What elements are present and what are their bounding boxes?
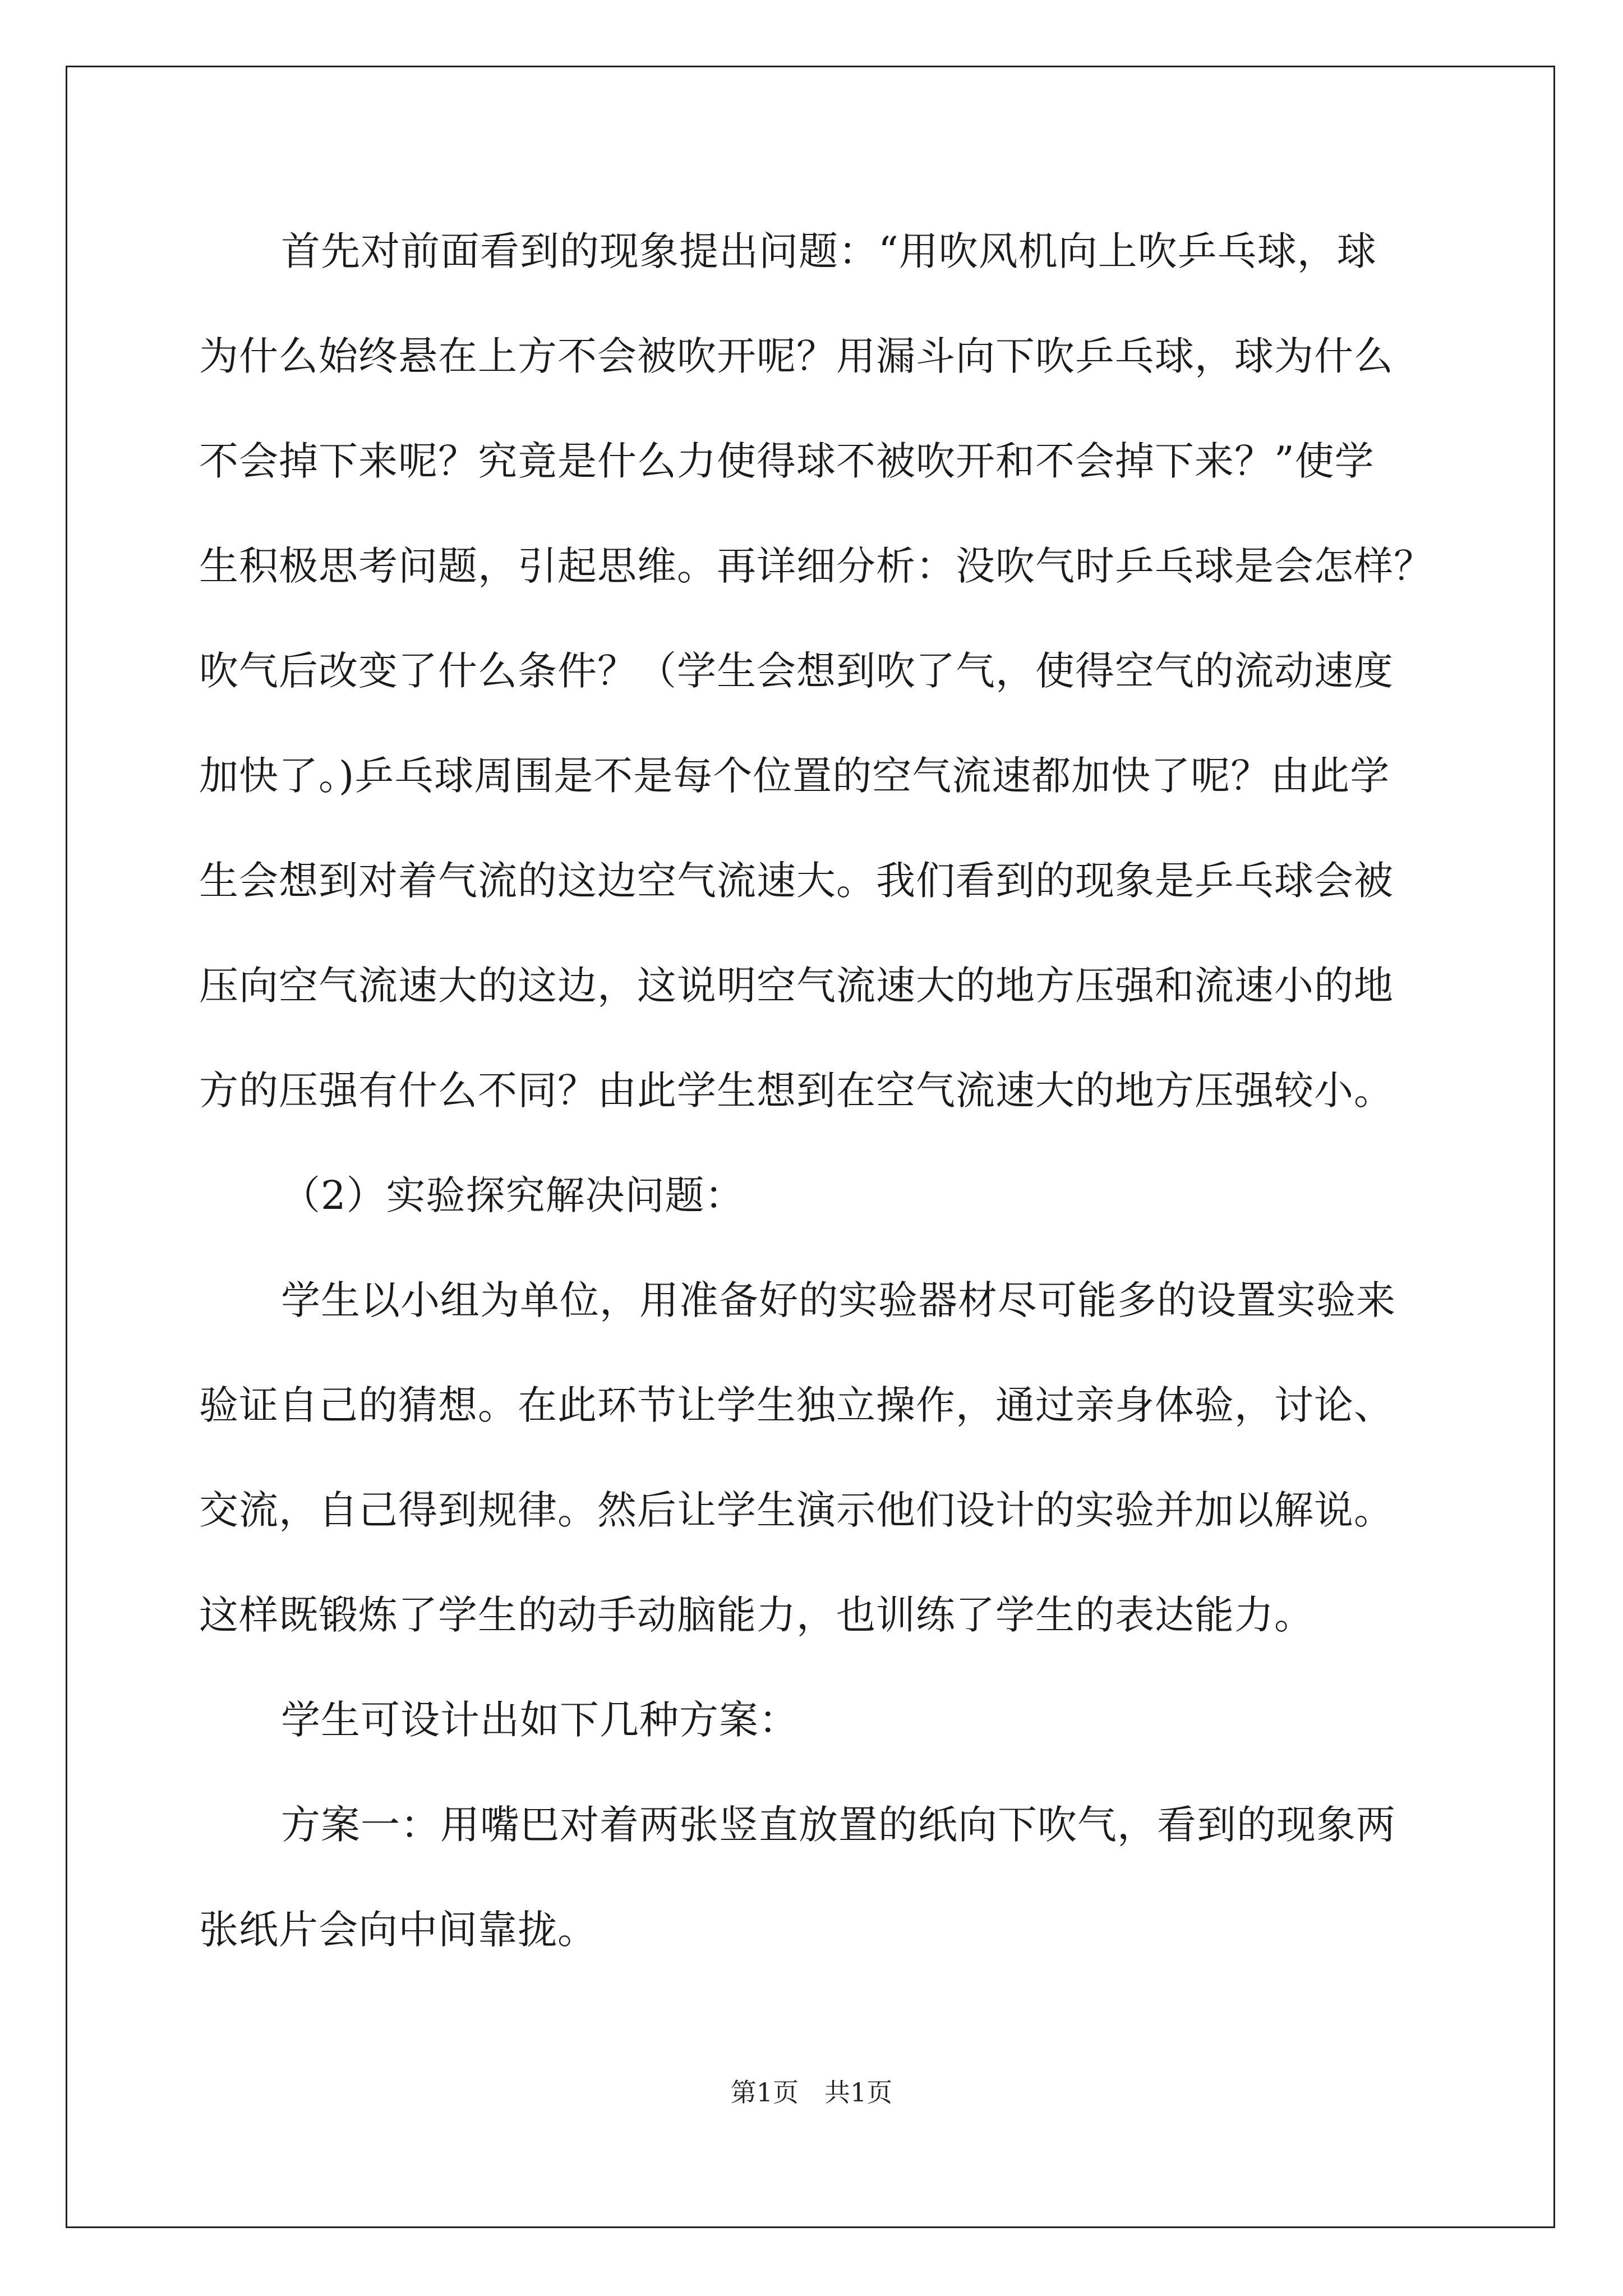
paragraph-1-line-1: 首先对前面看到的现象提出问题：“用吹风机向上吹乒乓球，球 — [281, 228, 1377, 274]
paragraph-1-line-8: 压向空气流速大的这边，这说明空气流速大的地方压强和流速小的地 — [199, 963, 1394, 1009]
paragraph-4-line-1: 学生可设计出如下几种方案： — [281, 1697, 799, 1743]
paragraph-1-line-3: 不会掉下来呢？究竟是什么力使得球不被吹开和不会掉下来？”使学 — [199, 438, 1375, 484]
page-number-footer: 第1页 共1页 — [730, 2077, 893, 2108]
paragraph-3-line-2: 验证自己的猜想。在此环节让学生独立操作，通过亲身体验，讨论、 — [199, 1382, 1394, 1428]
paragraph-1-line-4: 生积极思考问题，引起思维。再详细分析：没吹气时乒乓球是会怎样？ — [199, 543, 1433, 589]
paragraph-3-line-3: 交流，自己得到规律。然后让学生演示他们设计的实验并加以解说。 — [199, 1487, 1394, 1533]
paragraph-1-line-5: 吹气后改变了什么条件？（学生会想到吹了气，使得空气的流动速度 — [199, 648, 1394, 694]
paragraph-1-line-2: 为什么始终悬在上方不会被吹开呢？用漏斗向下吹乒乓球，球为什么 — [199, 333, 1394, 379]
paragraph-1-line-9: 方的压强有什么不同？由此学生想到在空气流速大的地方压强较小。 — [199, 1068, 1394, 1114]
section-heading-experiment: （2）实验探究解决问题： — [281, 1172, 745, 1218]
paragraph-1-line-6: 加快了。)乒乓球周围是不是每个位置的空气流速都加快了呢？由此学 — [199, 753, 1390, 799]
paragraph-5-line-2: 张纸片会向中间靠拢。 — [199, 1907, 597, 1953]
paragraph-5-line-1: 方案一：用嘴巴对着两张竖直放置的纸向下吹气，看到的现象两 — [281, 1802, 1396, 1848]
paragraph-1-line-7: 生会想到对着气流的这边空气流速大。我们看到的现象是乒乓球会被 — [199, 858, 1394, 904]
paragraph-3-line-4: 这样既锻炼了学生的动手动脑能力，也训练了学生的表达能力。 — [199, 1592, 1314, 1638]
paragraph-3-line-1: 学生以小组为单位，用准备好的实验器材尽可能多的设置实验来 — [281, 1277, 1396, 1323]
